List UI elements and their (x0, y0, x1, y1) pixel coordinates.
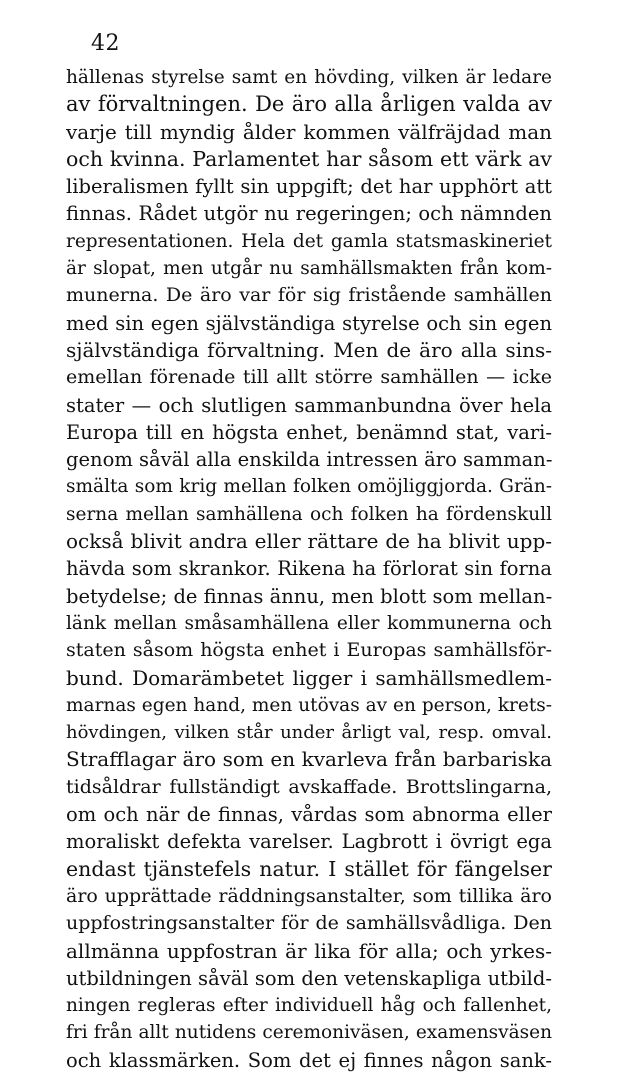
text-line: uppfostringsanstalter för de samhällsvådliga. Den (66, 912, 552, 935)
text-line: allmänna uppfostran är lika för alla; och yrkes- (66, 938, 552, 963)
text-line: smälta som krig mellan folken omöjliggjorda. Grän- (66, 476, 552, 498)
text-line: genom såväl alla enskilda intressen äro samman- (66, 448, 553, 472)
text-line: Europa till en högsta enhet, benämnd stat, vari- (66, 420, 552, 444)
text-line: munerna. De äro var för sig fristående samhällen (66, 284, 552, 307)
text-line: ningen regleras efter individuell håg och fallenhet, (66, 995, 552, 1017)
text-line: äro upprättade räddningsanstalter, som tillika äro (66, 884, 552, 907)
text-line: Strafflagar äro som en kvarleva från barbariska (66, 747, 552, 772)
text-line: emellan förenade till allt större samhällen — icke (66, 366, 552, 389)
text-line: marnas egen hand, men utövas av en person, krets- (66, 694, 552, 716)
text-line: betydelse; de finnas ännu, men blott som mellan- (66, 584, 553, 608)
text-line: självständiga förvaltning. Men de äro alla sins- (66, 337, 552, 362)
text-line: fri från allt nutidens ceremoniväsen, examensväsen (66, 1022, 552, 1044)
text-line: hävda som skrankor. Rikena ha förlorat sin forna (66, 557, 552, 581)
text-line: representationen. Hela det gamla statsmaskineriet (66, 230, 552, 252)
text-line: med sin egen självständiga styrelse och sin egen (66, 311, 552, 335)
text-line: också blivit andra eller rättare de ha blivit upp- (66, 529, 552, 554)
text-line: är slopat, men utgår nu samhällsmakten från kom- (66, 258, 552, 280)
text-line: serna mellan samhällena och folken ha fördenskull (66, 503, 552, 525)
text-line: bund. Domarämbetet ligger i samhällsmedlem- (66, 665, 552, 690)
text-line: finnas. Rådet utgör nu regeringen; och nämnden (66, 202, 552, 226)
text-line: moraliskt defekta varelser. Lagbrott i övrigt ega (66, 830, 552, 854)
text-line: av förvaltningen. De äro alla årligen valda av (66, 92, 552, 117)
text-line: varje till myndig ålder kommen välfräjdad man (66, 119, 552, 144)
text-line: liberalismen fyllt sin uppgift; det har upphört att (66, 175, 552, 199)
page-number: 42 (91, 31, 120, 56)
text-line: staten såsom högsta enhet i Europas samhällsför- (66, 639, 552, 662)
text-line: utbildningen såväl som den vetenskapliga utbild- (66, 966, 552, 990)
text-line: tidsåldrar fullständigt avskaffade. Brottslingarna, (66, 775, 552, 798)
text-line: hövdingen, vilken står under årligt val, resp. omval. (66, 722, 552, 744)
text-line: om och när de finnas, vårdas som abnorma eller (66, 803, 552, 827)
text-line: och klassmärken. Som det ej finnes någon sank- (66, 1048, 552, 1072)
text-line: stater — och slutligen sammanbundna över hela (66, 393, 552, 417)
body-text (66, 64, 552, 1074)
text-line: och kvinna. Parlamentet har såsom ett värk av (66, 146, 552, 171)
text-line: endast tjänstefels natur. I stället för fängelser (66, 856, 552, 881)
text-line: hällenas styrelse samt en hövding, vilken är ledare (66, 67, 552, 88)
text-line: länk mellan småsamhällena eller kommunerna och (66, 612, 552, 634)
